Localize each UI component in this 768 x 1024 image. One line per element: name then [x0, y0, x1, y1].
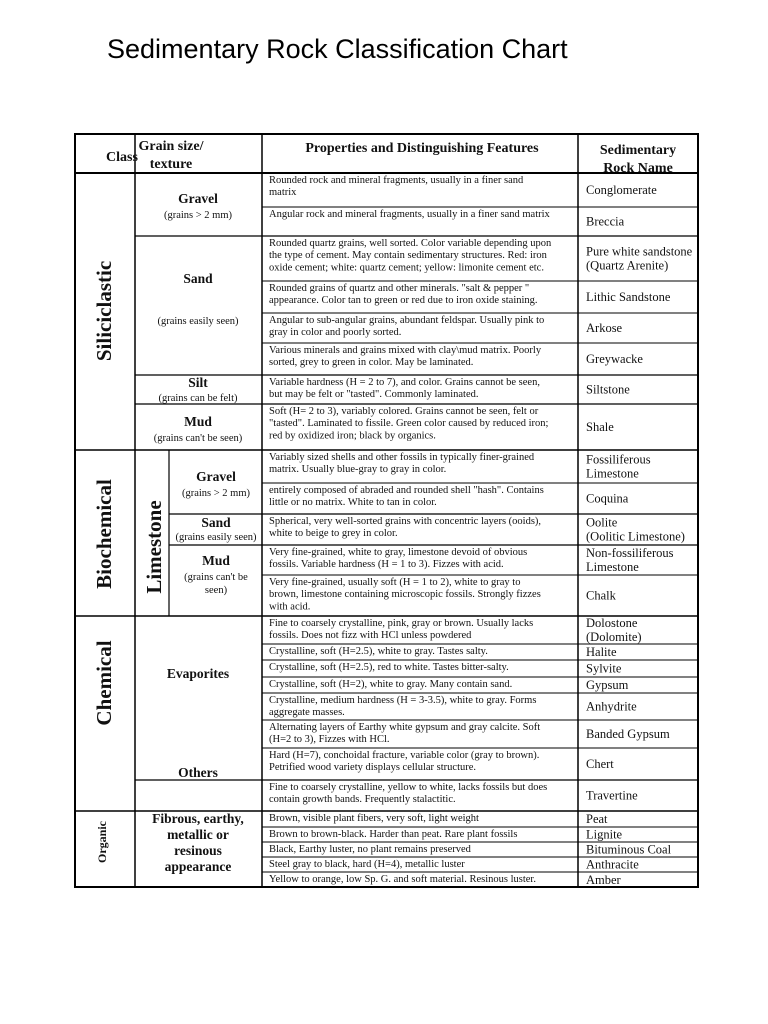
grain-organic-line1: Fibrous, earthy,	[152, 811, 244, 826]
table-row	[269, 722, 670, 745]
properties-text: Crystalline, medium hardness (H = 3-3.5), white to gray. Forms	[269, 695, 537, 706]
rock-name: Pure white sandstone	[586, 244, 693, 259]
table-row	[269, 238, 693, 273]
properties-text: contain growth bands. Frequently stalactitic.	[269, 794, 456, 806]
table-row	[269, 662, 622, 676]
table-row	[269, 485, 629, 508]
table-row	[269, 345, 643, 368]
header-grain-line1: Grain size/	[138, 139, 204, 154]
table-row	[269, 546, 674, 574]
properties-text: appearance. Color tan to green or red due to iron oxide staining.	[269, 295, 538, 307]
rock-name: Anhydrite	[586, 699, 637, 714]
rock-name: Amber	[586, 873, 621, 887]
properties-text: (H=2 to 3), Fizzes with HCl.	[269, 734, 390, 746]
rock-name: Lithic Sandstone	[586, 290, 671, 304]
rock-name: Non-fossiliferous	[586, 546, 674, 560]
properties-text: oxide cement; white: quartz cement; yellow: limonite cement etc.	[269, 262, 544, 274]
properties-text: sorted, grey to green in color. May be laminated.	[269, 357, 474, 369]
properties-text: Angular rock and mineral fragments, usually in a finer sand matrix	[269, 209, 550, 220]
rock-name: Sylvite	[586, 661, 622, 676]
rock-name: Lignite	[586, 827, 623, 842]
header-properties: Properties and Distinguishing Features	[305, 141, 539, 156]
properties-text: Alternating layers of Earthy white gypsum and gray calcite. Soft	[269, 722, 541, 733]
grain-sand-sub: (grains easily seen)	[157, 316, 239, 327]
table-row	[269, 577, 617, 612]
properties-text: little or no matrix. White to tan in color.	[269, 497, 437, 509]
table-row	[269, 858, 639, 872]
properties-text: Very fine-grained, white to gray, limestone devoid of obvious	[269, 547, 528, 558]
header-class: Class	[106, 150, 138, 165]
rock-name: (Quartz Arenite)	[586, 258, 669, 273]
properties-text: Very fine-grained, usually soft (H = 1 to 2), white to gray to	[269, 577, 521, 588]
properties-text: brown, limestone containing microscopic fossils. Strongly fizzes	[269, 589, 541, 601]
table-row	[269, 828, 623, 842]
rock-name: Peat	[586, 812, 608, 826]
header-rock-line2: Rock Name	[603, 161, 673, 176]
table-row	[269, 516, 685, 544]
table-row	[269, 377, 630, 400]
properties-text: red by oxidized iron; black by organics.	[269, 430, 436, 442]
properties-text: the type of cement. May contain sedimentary structures. Red: iron	[269, 250, 547, 262]
grain-bio-sand: Sand	[201, 515, 231, 530]
grain-others: Others	[178, 765, 218, 780]
properties-text: Fine to coarsely crystalline, yellow to white, lacks fossils but does	[269, 782, 548, 793]
rock-name: Dolostone	[586, 616, 638, 630]
properties-text: Crystalline, soft (H=2.5), red to white. Tastes bitter-salty.	[269, 662, 509, 673]
grain-bio-sand-sub: (grains easily seen)	[175, 532, 257, 543]
class-biochemical: Biochemical	[92, 479, 116, 589]
properties-text: Steel gray to black, hard (H=4), metallic luster	[269, 859, 465, 870]
table-row	[269, 283, 671, 306]
grain-silt: Silt	[188, 375, 208, 390]
table-row	[269, 452, 651, 481]
properties-text: Rounded rock and mineral fragments, usually in a finer sand	[269, 175, 524, 186]
properties-text: Yellow to orange, low Sp. G. and soft material. Resinous luster.	[269, 874, 536, 885]
properties-text: Rounded quartz grains, well sorted. Color variable depending upon	[269, 238, 552, 249]
rock-name: Fossiliferous	[586, 452, 651, 467]
table-row	[269, 873, 622, 887]
classification-table	[74, 133, 699, 888]
rock-name: Halite	[586, 645, 617, 659]
rock-name: Gypsum	[586, 678, 629, 692]
properties-text: Crystalline, soft (H=2.5), white to gray. Tastes salty.	[269, 646, 488, 657]
rock-name: (Oolitic Limestone)	[586, 529, 685, 544]
properties-text: matrix	[269, 187, 297, 199]
table-row	[269, 315, 623, 338]
table-row	[269, 175, 657, 198]
class-organic: Organic	[95, 821, 109, 863]
properties-text: Soft (H= 2 to 3), variably colored. Grains cannot be seen, felt or	[269, 406, 539, 417]
rock-name: Siltstone	[586, 382, 630, 397]
properties-text: Petrified wood variety displays cellular structure.	[269, 762, 477, 774]
properties-text: Variably sized shells and other fossils in typically finer-grained	[269, 452, 535, 463]
rock-name: Travertine	[586, 788, 638, 803]
page-title: Sedimentary Rock Classification Chart	[107, 34, 568, 64]
properties-text: Crystalline, soft (H=2), white to gray. Many contain sand.	[269, 679, 513, 690]
grain-bio-mud-sub-1: (grains can't be	[184, 572, 248, 583]
rock-name: Banded Gypsum	[586, 727, 670, 741]
table-row	[269, 782, 638, 805]
rock-name: Anthracite	[586, 857, 639, 872]
grain-silt-sub: (grains can be felt)	[158, 393, 238, 404]
rock-name: Greywacke	[586, 352, 643, 366]
table-row	[269, 209, 625, 229]
grain-organic-line3: resinous	[174, 843, 222, 858]
rock-name: Limestone	[586, 560, 639, 574]
properties-text: "tasted". Laminated to fissile. Green color caused by reduced iron;	[269, 418, 549, 430]
properties-text: entirely composed of abraded and rounded shell "hash". Contains	[269, 485, 544, 496]
grain-gravel-sub: (grains > 2 mm)	[163, 210, 233, 221]
properties-text: Rounded grains of quartz and other minerals. "salt & pepper "	[269, 283, 530, 294]
properties-text: Angular to sub-angular grains, abundant feldspar. Usually pink to	[269, 315, 545, 326]
grain-bio-mud-sub-2: seen)	[204, 585, 228, 596]
table-row	[269, 695, 637, 718]
properties-text: Variable hardness (H = 2 to 7), and color. Grains cannot be seen,	[269, 377, 540, 388]
properties-text: Black, Earthy luster, no plant remains preserved	[269, 844, 471, 855]
grain-bio-mud: Mud	[202, 553, 230, 568]
properties-text: Hard (H=7), conchoidal fracture, variable color (gray to brown).	[269, 750, 540, 761]
table-row	[269, 812, 608, 826]
header-grain-line2: texture	[149, 157, 193, 172]
properties-text: with acid.	[269, 601, 311, 613]
header-rock-line1: Sedimentary	[599, 143, 677, 158]
grain-evaporites: Evaporites	[166, 666, 230, 681]
rock-name: Limestone	[586, 466, 639, 481]
properties-text: aggregate masses.	[269, 707, 345, 719]
table-row	[269, 645, 617, 659]
table-row	[269, 678, 629, 692]
properties-text: white to beige to grey in color.	[269, 528, 398, 540]
properties-text: Spherical, very well-sorted grains with concentric layers (ooids),	[269, 516, 542, 527]
rock-name: Chalk	[586, 588, 616, 603]
grain-mud-sub: (grains can't be seen)	[153, 433, 243, 444]
grain-organic-line2: metallic or	[167, 827, 229, 842]
table-row	[269, 843, 672, 857]
grain-organic-line4: appearance	[164, 859, 232, 874]
properties-text: but may be felt or "tasted". Commonly laminated.	[269, 389, 479, 401]
grain-bio-gravel-sub: (grains > 2 mm)	[181, 488, 251, 499]
rock-name: Chert	[586, 757, 614, 771]
grain-sand: Sand	[183, 271, 213, 286]
grain-mud: Mud	[184, 414, 212, 429]
class-siliciclastic: Siliciclastic	[92, 260, 116, 362]
properties-text: fossils. Variable hardness (H = 1 to 3). Fizzes with acid.	[269, 559, 504, 571]
rock-name: Oolite	[586, 515, 618, 530]
rock-name: Conglomerate	[586, 183, 657, 197]
rock-name: Breccia	[586, 214, 625, 229]
rock-name: Bituminous Coal	[586, 842, 672, 857]
class-chemical: Chemical	[92, 640, 116, 726]
table-row	[269, 406, 614, 441]
properties-text: Brown, visible plant fibers, very soft, light weight	[269, 813, 479, 824]
class-limestone: Limestone	[142, 500, 166, 594]
grain-gravel: Gravel	[178, 191, 218, 206]
table-row	[269, 616, 642, 644]
properties-text: fossils. Does not fizz with HCl unless powdered	[269, 630, 472, 642]
table-row	[269, 750, 614, 773]
properties-text: Various minerals and grains mixed with clay\mud matrix. Poorly	[269, 345, 542, 356]
rock-name: Coquina	[586, 491, 629, 506]
properties-text: matrix. Usually blue-gray to gray in color.	[269, 464, 447, 476]
properties-text: Brown to brown-black. Harder than peat. Rare plant fossils	[269, 829, 518, 840]
properties-text: Fine to coarsely crystalline, pink, gray or brown. Usually lacks	[269, 618, 534, 629]
rock-name: Arkose	[586, 321, 623, 335]
rock-name: Shale	[586, 420, 614, 434]
rock-name: (Dolomite)	[586, 630, 642, 644]
properties-text: gray in color and poorly sorted.	[269, 327, 402, 339]
grain-bio-gravel: Gravel	[196, 469, 236, 484]
